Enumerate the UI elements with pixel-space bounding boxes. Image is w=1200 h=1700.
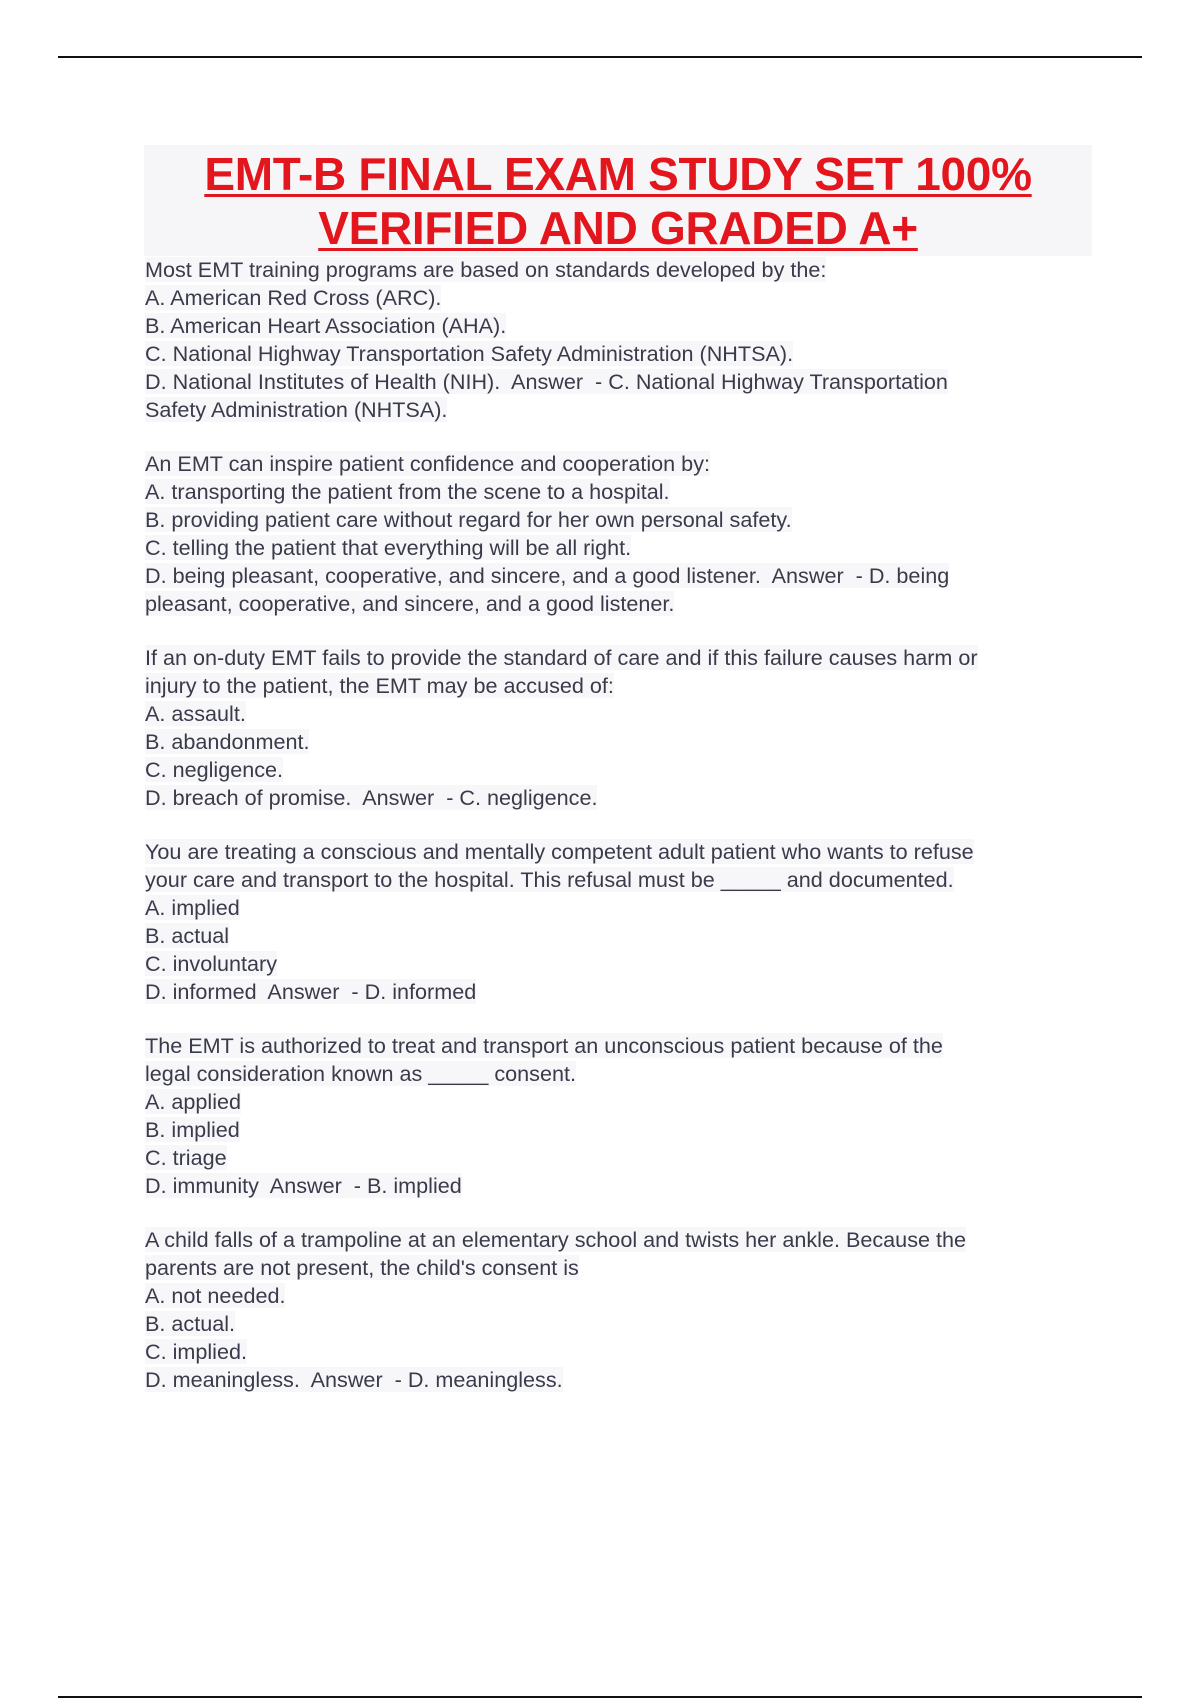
- answer-option: A. implied: [145, 895, 240, 920]
- question-text: parents are not present, the child's consent is: [145, 1255, 579, 1280]
- question-block: [145, 450, 1105, 618]
- question-text: injury to the patient, the EMT may be accused of:: [145, 673, 614, 698]
- answer-option-with-answer: D. informed Answer - D. informed: [145, 979, 477, 1004]
- question-text: A child falls of a trampoline at an elementary school and twists her ankle. Because the: [145, 1227, 967, 1252]
- question-block: [145, 838, 1105, 1006]
- answer-option: C. telling the patient that everything will be all right.: [145, 535, 632, 560]
- answer-option: B. American Heart Association (AHA).: [145, 313, 507, 338]
- answer-continuation: pleasant, cooperative, and sincere, and a good listener.: [145, 591, 675, 616]
- answer-option-with-answer: D. breach of promise. Answer - C. negligence.: [145, 785, 598, 810]
- question-text: Most EMT training programs are based on standards developed by the:: [145, 257, 827, 282]
- answer-option-with-answer: D. meaningless. Answer - D. meaningless.: [145, 1367, 563, 1392]
- answer-option: A. transporting the patient from the scene to a hospital.: [145, 479, 670, 504]
- title-line-1: EMT-B FINAL EXAM STUDY SET 100%: [204, 148, 1032, 200]
- answer-option: A. applied: [145, 1089, 242, 1114]
- answer-option-with-answer: D. immunity Answer - B. implied: [145, 1173, 462, 1198]
- question-text: If an on-duty EMT fails to provide the standard of care and if this failure causes harm or: [145, 645, 978, 670]
- answer-option: B. abandonment.: [145, 729, 310, 754]
- answer-option: C. involuntary: [145, 951, 278, 976]
- answer-option: C. implied.: [145, 1339, 248, 1364]
- bottom-rule: [58, 1696, 1142, 1698]
- title-line-2: VERIFIED AND GRADED A+: [318, 202, 918, 254]
- question-block: [145, 644, 1105, 812]
- question-block: [145, 256, 1105, 424]
- question-text: legal consideration known as _____ consent.: [145, 1061, 576, 1086]
- top-rule: [58, 56, 1142, 58]
- answer-option-with-answer: D. being pleasant, cooperative, and sincere, and a good listener. Answer - D. being: [145, 563, 950, 588]
- answer-option: C. negligence.: [145, 757, 284, 782]
- answer-option: C. National Highway Transportation Safety Administration (NHTSA).: [145, 341, 794, 366]
- answer-option: A. American Red Cross (ARC).: [145, 285, 442, 310]
- answer-option: B. implied: [145, 1117, 240, 1142]
- answer-continuation: Safety Administration (NHTSA).: [145, 397, 448, 422]
- answer-option: B. actual.: [145, 1311, 236, 1336]
- question-list: [145, 256, 1105, 1420]
- question-text: your care and transport to the hospital. This refusal must be _____ and documented.: [145, 867, 954, 892]
- answer-option-with-answer: D. National Institutes of Health (NIH). Answer - C. National Highway Transportation: [145, 369, 948, 394]
- question-block: [145, 1226, 1105, 1394]
- document-title: [144, 145, 1092, 256]
- answer-option: B. providing patient care without regard for her own personal safety.: [145, 507, 792, 532]
- answer-option: B. actual: [145, 923, 230, 948]
- answer-option: A. not needed.: [145, 1283, 286, 1308]
- question-text: An EMT can inspire patient confidence and cooperation by:: [145, 451, 710, 476]
- question-text: The EMT is authorized to treat and transport an unconscious patient because of the: [145, 1033, 943, 1058]
- question-text: You are treating a conscious and mentally competent adult patient who wants to refuse: [145, 839, 974, 864]
- question-block: [145, 1032, 1105, 1200]
- answer-option: A. assault.: [145, 701, 246, 726]
- answer-option: C. triage: [145, 1145, 227, 1170]
